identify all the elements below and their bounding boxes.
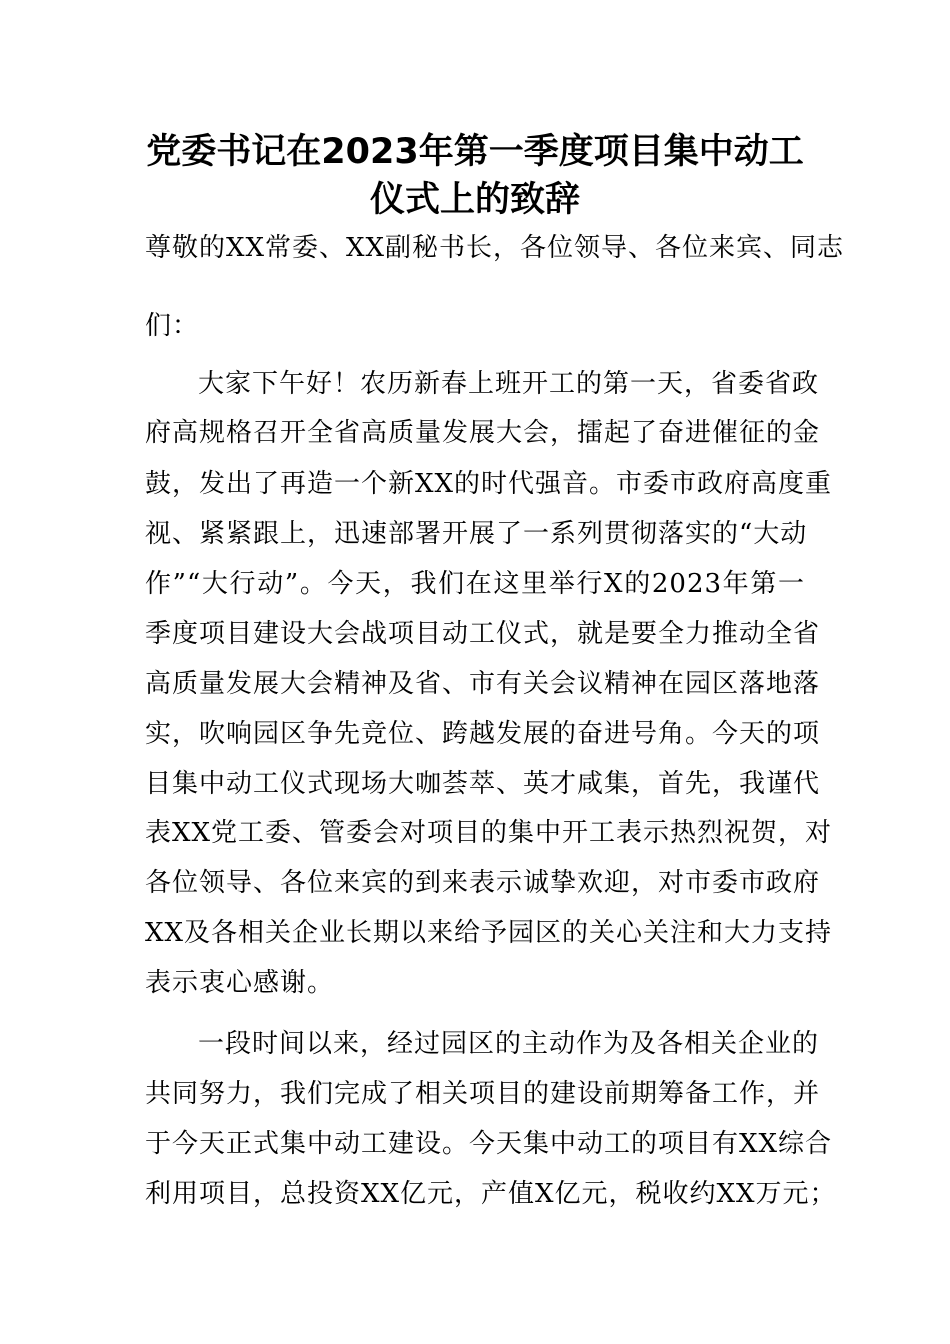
paragraph-line: 府高规格召开全省高质量发展大会，擂起了奋进催征的金 (145, 418, 821, 448)
document-title-line-1: 党委书记在2023年第一季度项目集中动工 (146, 132, 804, 172)
salutation-line: 尊敬的XX常委、XX副秘书长，各位领导、各位来宾、同志 (145, 233, 845, 263)
salutation-line: 们： (145, 311, 200, 341)
paragraph-line: XX及各相关企业长期以来给予园区的关心关注和大力支持 (145, 918, 833, 948)
paragraph-line: 视、紧紧跟上，迅速部署开展了一系列贯彻落实的“大动 (145, 519, 808, 549)
paragraph-line: 表XX党工委、管委会对项目的集中开工表示热烈祝贺，对 (145, 818, 833, 848)
paragraph-line: 表示衷心感谢。 (145, 968, 335, 998)
paragraph-line: 利用项目，总投资XX亿元，产值X亿元，税收约XX万元； (145, 1179, 837, 1209)
document-title-line-2: 仪式上的致辞 (369, 180, 580, 220)
paragraph-line: 于今天正式集中动工建设。今天集中动工的项目有XX综合 (145, 1129, 833, 1159)
paragraph-line: 鼓，发出了再造一个新XX的时代强音。市委市政府高度重 (145, 469, 833, 499)
paragraph-line: 各位领导、各位来宾的到来表示诚挚欢迎，对市委市政府 (145, 868, 821, 898)
paragraph-line: 实，吹响园区争先竞位、跨越发展的奋进号角。今天的项 (145, 719, 821, 749)
paragraph-line: 季度项目建设大会战项目动工仪式，就是要全力推动全省 (145, 619, 821, 649)
paragraph-line: 作”“大行动”。今天，我们在这里举行X的2023年第一 (145, 569, 805, 599)
paragraph-line: 大家下午好！农历新春上班开工的第一天，省委省政 (198, 369, 820, 399)
paragraph-line: 高质量发展大会精神及省、市有关会议精神在园区落地落 (145, 669, 821, 699)
paragraph-line: 共同努力，我们完成了相关项目的建设前期筹备工作，并 (145, 1079, 821, 1109)
paragraph-line: 目集中动工仪式现场大咖荟萃、英才咸集，首先，我谨代 (145, 769, 821, 799)
paragraph-line: 一段时间以来，经过园区的主动作为及各相关企业的 (198, 1029, 820, 1059)
